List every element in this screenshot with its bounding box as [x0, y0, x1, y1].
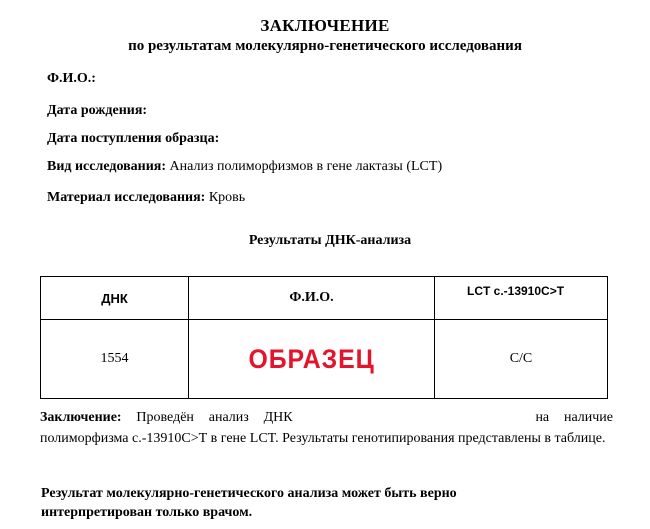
field-received-date: [47, 131, 219, 147]
cell-fio: [189, 320, 435, 399]
results-table: [40, 276, 608, 399]
field-fio-label: Ф.И.О.:: [47, 71, 96, 86]
interpretation-note: Результат молекулярно-генетического анализа может быть верно интерпретирован только врачом.: [41, 486, 457, 520]
cell-dna-number: 1554: [41, 320, 189, 399]
field-material-value: Кровь: [208, 190, 246, 205]
cell-genotype: С/С: [435, 320, 608, 399]
conclusion-text-rest: на наличие полиморфизма с.-13910С>Т в гене LCT. Результаты генотипирования представлены в таблице.: [40, 410, 614, 446]
field-material: [47, 190, 245, 206]
results-heading: Результаты ДНК-анализа: [248, 233, 412, 248]
sample-stamp: ОБРАЗЕЦ: [248, 343, 375, 374]
column-header-lct: LCT с.-13910С>Т: [435, 277, 608, 320]
document-subtitle: по результатам молекулярно-генетического исследования: [128, 38, 522, 54]
field-study-type-value: Анализ полиморфизмов в гене лактазы (LCT): [169, 159, 443, 174]
document-title: ЗАКЛЮЧЕНИЕ: [260, 16, 390, 35]
field-birth-date-label: Дата рождения:: [47, 103, 148, 118]
field-fio: [47, 71, 96, 87]
table-header-row: [41, 277, 608, 320]
field-study-type: [47, 159, 442, 175]
column-header-fio: Ф.И.О.: [189, 277, 435, 320]
conclusion-label: Заключение:: [40, 410, 122, 425]
table-row: [41, 320, 608, 399]
field-birth-date: [47, 103, 147, 119]
conclusion-text-start: Проведён анализ ДНК: [136, 410, 293, 425]
field-material-label: Материал исследования:: [47, 190, 206, 205]
conclusion-paragraph: [40, 408, 613, 449]
field-study-type-label: Вид исследования:: [47, 159, 167, 174]
field-received-date-label: Дата поступления образца:: [47, 131, 220, 146]
column-header-dna: ДНК: [41, 277, 189, 320]
